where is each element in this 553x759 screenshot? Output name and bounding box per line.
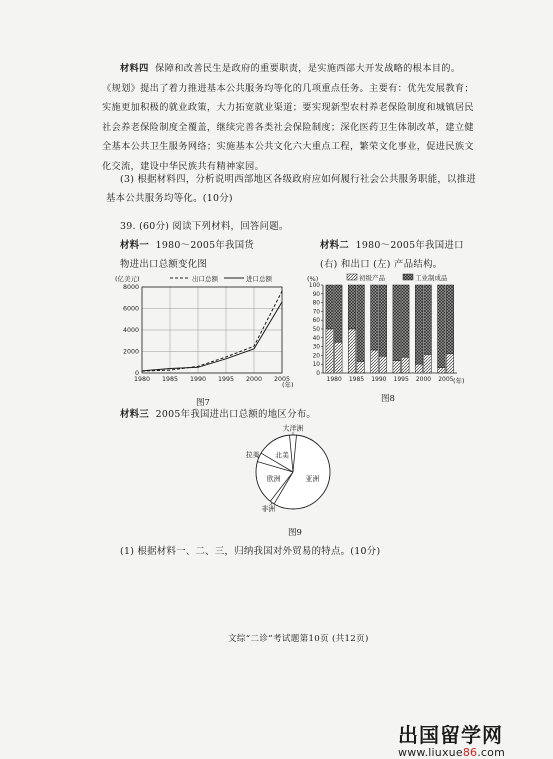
fig8-bar-export-manufactured bbox=[415, 285, 423, 364]
fig8-legend-manufactured: 工业制成品 bbox=[415, 274, 448, 282]
fig8-bar-import-manufactured bbox=[334, 285, 342, 342]
fig7-xtick-label: 1990 bbox=[189, 376, 207, 383]
material4-line-5: 全基本公共卫生服务网络；实施基本公共文化六大重点工程，繁荣文化事业，促进民族文 bbox=[102, 141, 474, 152]
page-footer: 文综“二诊”考试题第10页 (共12页) bbox=[228, 634, 369, 644]
watermark-cn: 出国留学网 bbox=[398, 723, 503, 747]
fig7-ytick-label: 8000 bbox=[122, 284, 139, 291]
fig8-legend-primary: 初级产品 bbox=[359, 274, 385, 282]
fig8-bar-export-primary bbox=[438, 368, 446, 373]
material1-title-2: 物进出口总额变化图 bbox=[120, 259, 208, 270]
fig7-xlabel: (年) bbox=[282, 381, 294, 389]
fig7-series-export bbox=[142, 291, 282, 371]
fig8-ytick-label: 10 bbox=[312, 362, 320, 369]
fig8-bar-export-manufactured bbox=[371, 285, 379, 350]
fig9-slice-label: 亚洲 bbox=[305, 474, 320, 483]
fig8-legend bbox=[347, 273, 448, 282]
fig8-xtick-label: 2000 bbox=[415, 376, 432, 383]
watermark-logo bbox=[398, 719, 505, 759]
fig8-bar-import-manufactured bbox=[446, 285, 454, 354]
material2-label: 材料二 bbox=[320, 240, 350, 251]
fig8-ytick-label: 40 bbox=[312, 335, 320, 342]
fig8-xlabel: (年) bbox=[453, 377, 465, 385]
fig9-slice-label: 北美 bbox=[275, 451, 289, 460]
material2-title-1: 1980～2005年我国进口 bbox=[355, 240, 464, 251]
material3-label: 材料三 bbox=[120, 409, 150, 420]
fig7-xtick-label: 1985 bbox=[161, 376, 179, 383]
question-3-line-2: 基本公共服务均等化。(10分) bbox=[106, 193, 233, 204]
question-3-line-1: (3) 根据材料四，分析说明西部地区各级政府应如何履行社会公共服务职能，以推进 bbox=[120, 174, 477, 185]
fig7-xtick-label: 1980 bbox=[133, 376, 151, 383]
watermark-url bbox=[398, 746, 505, 759]
fig8-bar-export-primary bbox=[326, 329, 334, 373]
fig8-bar-import-primary bbox=[357, 362, 365, 373]
fig9-pie-chart bbox=[228, 418, 358, 524]
fig8-bar-export-manufactured bbox=[348, 285, 356, 329]
fig8-bar-import-primary bbox=[334, 342, 342, 373]
fig9-slice-label: 拉美 bbox=[245, 451, 260, 460]
fig8-ytick-label: 90 bbox=[312, 291, 320, 298]
fig8-ytick-label: 70 bbox=[312, 309, 320, 316]
material1-title-1: 1980～2005年我国货 bbox=[155, 240, 255, 251]
material4-line-4: 社会养老保险制度全覆盖，继续完善各类社会保险制度；深化医药卫生体制改革，建立健 bbox=[102, 121, 474, 133]
fig7-yunit: (亿美元) bbox=[115, 275, 140, 283]
fig8-bar-import-manufactured bbox=[401, 285, 409, 357]
fig8-ytick-label: 60 bbox=[312, 318, 320, 325]
fig8-xtick-label: 2005 bbox=[438, 376, 454, 383]
fig8-ytick-label: 100 bbox=[308, 283, 320, 289]
material4-line-2: 《规划》提出了着力推进基本公共服务均等化的几项重点任务。主要有：优先发展教育； bbox=[102, 82, 474, 94]
fig8-bar-import-primary bbox=[401, 357, 409, 373]
fig7-caption: 图7 bbox=[196, 398, 210, 408]
question-1: (1) 根据材料一、二、三，归纳我国对外贸易的特点。(10分) bbox=[120, 546, 381, 557]
fig8-ytick-label: 30 bbox=[312, 344, 320, 351]
fig7-legend-export: 出口总额 bbox=[192, 275, 218, 283]
question-39: 39. (60分) 阅读下列材料，回答问题。 bbox=[120, 221, 289, 232]
fig9-slice-label: 欧洲 bbox=[266, 474, 281, 483]
fig8-bar-import-primary bbox=[446, 354, 454, 373]
fig7-ytick-label: 4000 bbox=[122, 327, 139, 334]
fig7-ytick-label: 6000 bbox=[122, 305, 139, 313]
material4-line-3: 实施更加积极的就业政策，大力拓宽就业渠道；要实现新型农村养老保险制度和城镇居民 bbox=[102, 102, 474, 113]
fig8-yunit: (%) bbox=[307, 275, 319, 283]
fig7-xtick-label: 2005 bbox=[273, 376, 291, 383]
material3-text: 2005年我国进出口总额的地区分布。 bbox=[155, 409, 317, 420]
material4-label: 材料四 bbox=[120, 63, 149, 74]
fig9-slice-label: 非洲 bbox=[261, 504, 276, 513]
fig8-xtick-label: 1980 bbox=[326, 376, 342, 383]
fig7-ytick-label: 0 bbox=[134, 370, 139, 377]
fig8-bar-export-manufactured bbox=[326, 285, 334, 329]
fig7-series-import bbox=[142, 302, 282, 371]
fig8-xtick-label: 1985 bbox=[348, 376, 365, 383]
material2-title-2: (右) 和出口 (左) 产品结构。 bbox=[320, 259, 443, 270]
material4-paragraph bbox=[102, 59, 500, 176]
material4-line-6: 化交流，建设中华民族共有精神家园。 bbox=[102, 160, 265, 172]
fig7-xtick-label: 1995 bbox=[217, 376, 235, 383]
watermark-url-post: .com bbox=[477, 746, 506, 759]
fig8-legend-swatch-primary bbox=[347, 274, 357, 280]
fig8-xtick-label: 1995 bbox=[393, 376, 409, 383]
fig8-bar-import-manufactured bbox=[424, 285, 432, 355]
fig8-bar-import-primary bbox=[379, 356, 387, 373]
fig8-bar-import-manufactured bbox=[379, 285, 387, 356]
fig8-bar-export-primary bbox=[371, 350, 379, 373]
fig7-xtick-label: 2000 bbox=[245, 376, 263, 383]
fig8-bar-export-primary bbox=[415, 364, 423, 373]
fig9-caption: 图9 bbox=[288, 528, 302, 538]
fig7-line-chart bbox=[112, 269, 302, 393]
watermark-url-pre: www.liuxue bbox=[398, 746, 463, 759]
material4-line-1: 保障和改善民生是政府的重要职责，是实施西部大开发战略的根本目的。 bbox=[155, 63, 461, 74]
fig8-bar-chart bbox=[305, 269, 475, 389]
watermark-url-num: 86 bbox=[462, 746, 478, 759]
fig8-bar-import-manufactured bbox=[357, 285, 365, 362]
fig8-caption: 图8 bbox=[381, 394, 395, 404]
fig8-ytick-label: 20 bbox=[312, 353, 320, 360]
fig8-legend-swatch-manufactured bbox=[403, 274, 413, 280]
fig8-bar-export-primary bbox=[348, 329, 356, 373]
fig8-ytick-label: 50 bbox=[312, 327, 320, 333]
fig7-legend bbox=[170, 274, 273, 283]
fig7-ytick-label: 2000 bbox=[122, 348, 139, 356]
question-3 bbox=[106, 170, 504, 208]
fig9-slice-label: 大洋洲 bbox=[282, 424, 304, 433]
fig8-xtick-label: 1990 bbox=[371, 376, 387, 383]
fig8-bar-export-manufactured bbox=[438, 285, 446, 368]
fig8-bar-export-primary bbox=[393, 361, 401, 373]
fig8-bar-import-primary bbox=[424, 355, 432, 373]
fig7-legend-import: 进口总额 bbox=[246, 275, 272, 283]
fig8-ytick-label: 0 bbox=[316, 371, 320, 377]
fig8-bar-export-manufactured bbox=[393, 285, 401, 361]
fig8-ytick-label: 80 bbox=[312, 300, 320, 307]
material1-label: 材料一 bbox=[120, 240, 150, 251]
